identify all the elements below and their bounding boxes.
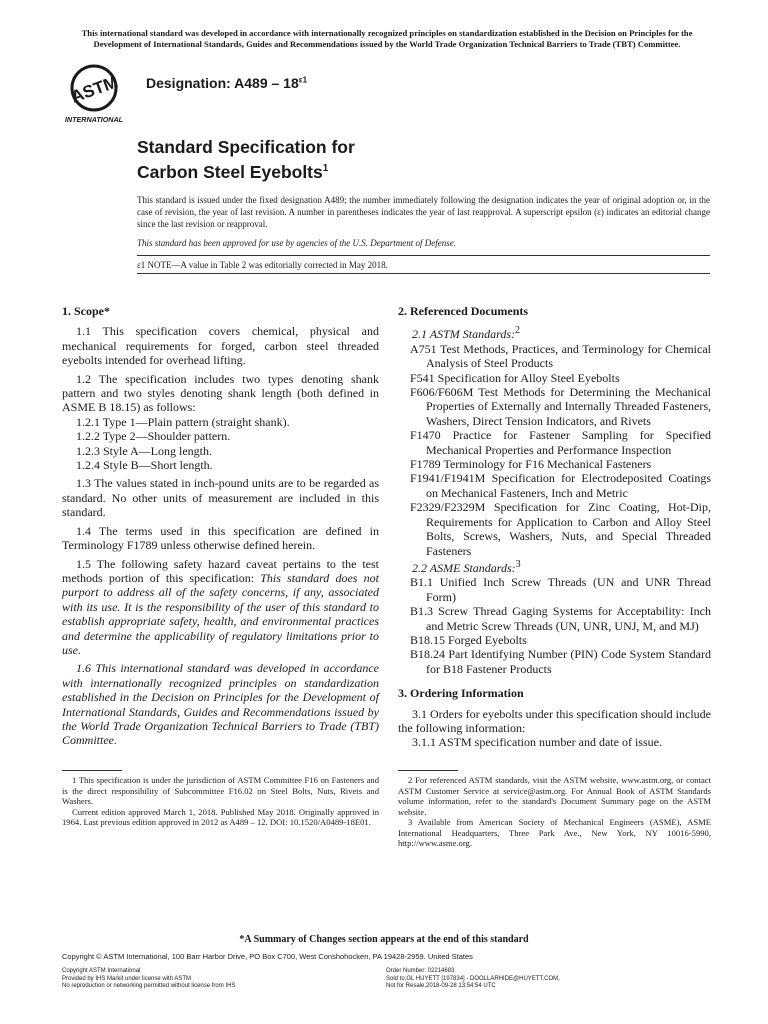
order-info bbox=[386, 968, 560, 991]
footnote-2: 2 For referenced ASTM standards, visit the ASTM website, www.astm.org, or contact ASTM Customer Service at service@astm.org. For Annual Book of ASTM Standards volume information, refer to the standard's Document Summary page on the ASTM website. bbox=[398, 775, 711, 817]
footnote-1: 1 This specification is under the jurisdiction of ASTM Committee F16 on Fasteners and is the direct responsibility of Subcommittee F16.02 on Steel Bolts, Nuts, Rivets and Washers. bbox=[62, 775, 379, 806]
astm-logo bbox=[64, 62, 124, 124]
ref-item: B18.15 Forged Eyebolts bbox=[410, 632, 527, 647]
title-line-2: Carbon Steel Eyebolts bbox=[137, 161, 323, 182]
para-1-2: 1.2 The specification includes two types denoting shank pattern and two styles denoting shank length (both defined in ASME B 18.15) as follows: bbox=[62, 371, 379, 415]
svg-text:INTERNATIONAL: INTERNATIONAL bbox=[64, 115, 124, 124]
ref-item: B1.1 Unified Inch Screw Threads (UN and UNR Thread Form) bbox=[410, 575, 711, 604]
para-1-1: 1.1 This specification covers chemical, physical and mechanical requirements for forged, carbon steel threaded eyebolts intended for overhead lifting. bbox=[62, 324, 379, 368]
ref-item: F606/F606M Test Methods for Determining the Mechanical Properties of Externally and Internally Threaded Fasteners, Washers, Direct Tension Indicators, and Rivets bbox=[410, 385, 711, 428]
order-line-2: Sold to:GL HUYETT [197834] - DOOLLARHIDE@HUYETT.COM, bbox=[386, 975, 560, 982]
order-line-1: Order Number: 02214683 bbox=[386, 968, 455, 974]
footnote-rule bbox=[62, 770, 122, 771]
title-footnote-ref: 1 bbox=[322, 163, 329, 174]
para-3-1: 3.1 Orders for eyebolts under this specification should include the following information: bbox=[398, 706, 711, 735]
left-column bbox=[62, 304, 379, 748]
para-1-2-2: 1.2.2 Type 2—Shoulder pattern. bbox=[76, 429, 231, 444]
ref-item: A751 Test Methods, Practices, and Terminology for Chemical Analysis of Steel Products bbox=[410, 341, 711, 371]
para-1-3: 1.3 The values stated in inch-pound units are to be regarded as standard. No other units of measurement are included in this standard. bbox=[62, 476, 379, 520]
right-column bbox=[398, 304, 711, 750]
order-line-3: Not for Resale,2018-09-28 13:54:54 UTC bbox=[386, 983, 496, 989]
summary-of-changes-note: *A Summary of Changes section appears at the end of this standard bbox=[239, 934, 529, 945]
copyright-line: Copyright © ASTM International, 100 Barr Harbor Drive, PO Box C700, West Conshohocken, PA 19428-2959. United States bbox=[62, 952, 473, 961]
issuance-statement: This standard is issued under the fixed designation A489; the number immediately following the designation indicates the year of original adoption or, in the case of revision, the year of last revision. A number in parentheses indicates the year of last reapproval. A superscript epsilon (ε) indicates an editorial change since the last revision or reapproval. bbox=[137, 195, 710, 229]
ref-item: F1941/F1941M Specification for Electrodeposited Coatings on Mechanical Fasteners, Inch and Metric bbox=[410, 471, 711, 500]
para-1-2-1: 1.2.1 Type 1—Plain pattern (straight shank). bbox=[76, 414, 290, 429]
para-1-4: 1.4 The terms used in this specification are defined in Terminology F1789 unless otherwise defined herein. bbox=[62, 523, 379, 553]
designation-label: Designation: A489 – 18 bbox=[146, 75, 299, 91]
footnote-1-edition: Current edition approved March 1, 2018. Published May 2018. Originally approved in 1964. Last previous edition approved in 2012 as A489 – 12. DOI: 10.1520/A0489-18E01. bbox=[62, 806, 379, 827]
designation bbox=[146, 75, 307, 91]
license-info bbox=[62, 968, 235, 991]
para-3-1-1: 3.1.1 ASTM specification number and date of issue. bbox=[412, 735, 662, 750]
refs-heading: 2. Referenced Documents bbox=[398, 304, 529, 318]
ref-item: F1470 Practice for Fastener Sampling for Specified Mechanical Properties and Performance Inspection bbox=[410, 428, 711, 457]
svg-text:ASTM: ASTM bbox=[68, 72, 121, 107]
ref-item: B18.24 Part Identifying Number (PIN) Code System Standard for B18 Fastener Products bbox=[410, 647, 711, 676]
title-line-1: Standard Specification for bbox=[137, 137, 355, 157]
ref-item: F541 Specification for Alloy Steel Eyebolts bbox=[410, 370, 620, 385]
license-line-1: Copyright ASTM International bbox=[62, 968, 141, 974]
ref-item: B1.3 Screw Thread Gaging Systems for Acceptability: Inch and Metric Screw Threads (UN, UNR, UNJ, M, and MJ) bbox=[410, 604, 711, 633]
ref-item: F2329/F2329M Specification for Zinc Coating, Hot-Dip, Requirements for Application to Carbon and Alloy Steel Bolts, Screws, Washers, Nuts, and Special Threaded Fasteners bbox=[410, 500, 711, 558]
footnotes-left bbox=[62, 770, 379, 828]
editorial-note: ε1 NOTE—A value in Table 2 was editorially corrected in May 2018. bbox=[137, 260, 388, 270]
footnote-3: 3 Available from American Society of Mechanical Engineers (ASME), ASME International Headquarters, Three Park Ave., New York, NY 10016-5990, http://www.asme.org. bbox=[398, 817, 711, 848]
asme-standards-text: 2.2 ASME Standards: bbox=[412, 560, 516, 575]
dod-approval: This standard has been approved for use by agencies of the U.S. Department of Defense. bbox=[137, 238, 457, 248]
astm-standards-label bbox=[398, 324, 711, 341]
footnotes-right bbox=[398, 770, 711, 849]
ref-item: F1789 Terminology for F16 Mechanical Fasteners bbox=[410, 457, 652, 472]
designation-epsilon: ε1 bbox=[298, 75, 308, 85]
asme-standards-sup: 3 bbox=[515, 558, 521, 570]
scope-heading: 1. Scope* bbox=[62, 304, 110, 318]
tbt-notice: This international standard was developed in accordance with internationally recognized principles on standardization established in the Decision on Principles for the Development of International Standards, Guides and Recommendations issued by the World Trade Organization Technical Barriers to Trade (TBT) Committee. bbox=[81, 28, 693, 49]
para-1-2-3: 1.2.3 Style A—Long length. bbox=[76, 443, 212, 458]
para-1-2-4: 1.2.4 Style B—Short length. bbox=[76, 458, 213, 473]
note-rule-top bbox=[137, 255, 710, 256]
astm-standards-sup: 2 bbox=[515, 325, 521, 337]
para-1-5-lead: 1.5 The following safety hazard caveat pertains to the test methods portion of this specification: bbox=[62, 556, 379, 585]
title-line-2-wrap bbox=[137, 158, 355, 183]
para-1-5-caveat: This standard does not purport to address all of the safety concerns, if any, associated with its use. It is the responsibility of the user of this standard to establish appropriate safety, health, and environmental practices and determine the applicability of regulatory limitations prior to use. bbox=[62, 570, 379, 657]
ordering-heading: 3. Ordering Information bbox=[398, 686, 524, 701]
asme-standards-label bbox=[398, 558, 711, 575]
license-line-2: Provided by IHS Markit under license with ASTM bbox=[62, 975, 192, 982]
note-rule-bottom bbox=[137, 273, 710, 274]
document-title bbox=[137, 136, 355, 183]
astm-standards-text: 2.1 ASTM Standards: bbox=[412, 327, 516, 342]
footnote-rule bbox=[398, 770, 458, 771]
para-1-5 bbox=[62, 557, 379, 658]
para-1-6: 1.6 This international standard was developed in accordance with internationally recognized principles on standardization established in the Decision on Principles for the Development of International Standards, Guides and Recommendations issued by the World Trade Organization Technical Barriers to Trade (TBT) Committee. bbox=[62, 661, 379, 748]
license-line-3: No reproduction or networking permitted without license from IHS bbox=[62, 983, 236, 989]
